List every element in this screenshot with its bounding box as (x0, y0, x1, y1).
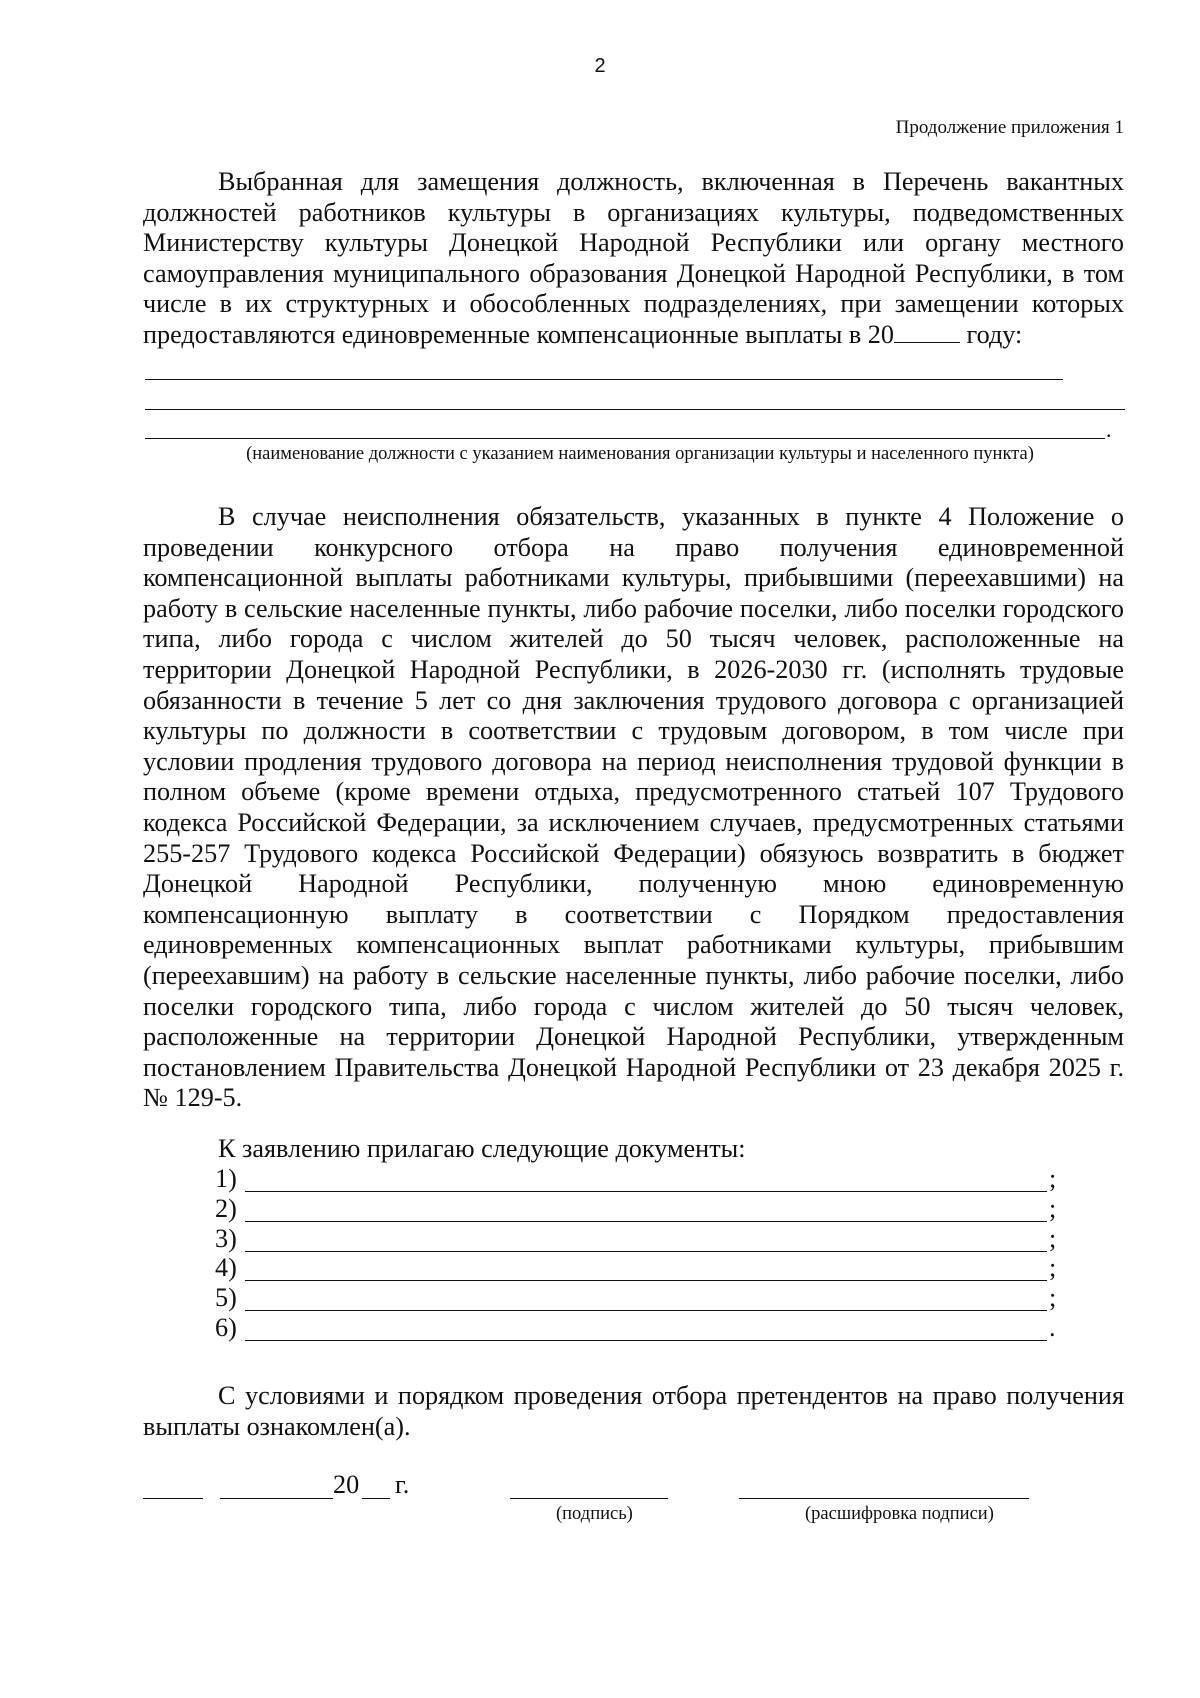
document-item (215, 1224, 1075, 1254)
document-item (215, 1313, 1075, 1343)
signature-blank-field[interactable] (510, 1498, 668, 1499)
position-line-3[interactable] (145, 438, 1105, 439)
obligation-paragraph-text: В случае неисполнения обязательств, указанных в пункте 4 Положение о проведении конкурсного отбора на право получения единовременной компенсационной выплаты работниками культуры, прибывшими (переехавшими) на работу в сельские населенные пункты, либо рабочие поселки, либо поселки городского типа, либо города с числом жителей до 50 тысяч человек, расположенные на территории Донецкой Народной Республики, в 2026-2030 гг. (исполнять трудовые обязанности в течение 5 лет со дня заключения трудового договора с организацией культуры по должности в соответствии с трудовым договором, в том числе при условии продления трудового договора на период неисполнения трудовой функции в полном объеме (кроме времени отдыха, предусмотренного статьей 107 Трудового кодекса Российской Федерации, за исключением случаев, предусмотренных статьями 255-257 Трудового кодекса Российской Федерации) обязуюсь возвратить в бюджет Донецкой Народной Республики, полученную мною единовременную компенсационную выплату в соответствии с Порядком предоставления единовременных компенсационных выплат работниками культуры, прибывшим (переехавшим) на работу в сельские населенные пункты, либо рабочие поселки, либо поселки городского типа, либо города с числом жителей до 50 тысяч человек, расположенные на территории Донецкой Народной Республики, утвержденным постановлением Правительства Донецкой Народной Республики от 23 декабря 2025 г. № 129-5. (143, 502, 1124, 1113)
document-item-number: 2) (215, 1193, 237, 1223)
position-paragraph (143, 167, 1124, 351)
year-suffix: г. (395, 1470, 410, 1499)
position-line-2[interactable] (145, 409, 1125, 410)
position-line-1[interactable] (145, 379, 1063, 380)
acknowledgement-paragraph-text: С условиями и порядком проведения отбора претендентов на право получения выплаты ознакомлен(а). (143, 1381, 1124, 1441)
document-item (215, 1253, 1075, 1283)
document-item-blank-field[interactable] (245, 1310, 1047, 1311)
document-item (215, 1283, 1075, 1313)
year-blank-field[interactable] (894, 320, 960, 343)
signature-caption: (подпись) (556, 1504, 633, 1524)
month-blank-field[interactable] (220, 1498, 333, 1499)
position-caption: (наименование должности с указанием наименования организации культуры и населенного пункта) (246, 444, 1034, 464)
document-item-blank-field[interactable] (245, 1280, 1047, 1281)
position-paragraph-ending: году: (959, 319, 1023, 349)
signature-block (143, 1470, 1124, 1530)
document-item (215, 1164, 1075, 1194)
document-item-terminator: ; (1049, 1253, 1057, 1283)
document-item-blank-field[interactable] (245, 1191, 1047, 1192)
position-line-end-mark: . (1106, 417, 1112, 442)
document-item-number: 3) (215, 1223, 237, 1253)
position-paragraph-text: Выбранная для замещения должность, включенная в Перечень вакантных должностей работников культуры в организациях культуры, подведомственных Министерству культуры Донецкой Народной Республики или органу местного самоуправления муниципального образования Донецкой Народной Республики, в том числе в их структурных и обособленных подразделениях, при замещении которых предоставляются единовременные компенсационные выплаты в 20 (143, 167, 1124, 349)
document-item-number: 1) (215, 1164, 237, 1193)
year-prefix: 20 (333, 1470, 360, 1499)
signature-decoding-blank-field[interactable] (739, 1498, 1029, 1499)
signature-decoding-caption: (расшифровка подписи) (805, 1504, 994, 1524)
document-item-terminator: ; (1049, 1164, 1057, 1193)
document-item-number: 4) (215, 1253, 237, 1283)
document-item-terminator: ; (1049, 1283, 1057, 1313)
year-short-blank-field[interactable] (362, 1498, 390, 1499)
document-item-number: 5) (215, 1283, 237, 1313)
document-item-blank-field[interactable] (245, 1221, 1047, 1222)
document-item-terminator: ; (1049, 1223, 1057, 1253)
day-blank-field[interactable] (143, 1498, 203, 1499)
document-item-blank-field[interactable] (245, 1251, 1047, 1252)
appendix-continuation-label: Продолжение приложения 1 (895, 117, 1124, 138)
documents-title: К заявлению прилагаю следующие документы: (218, 1134, 746, 1163)
page-number: 2 (594, 55, 606, 77)
document-item-number: 6) (215, 1313, 237, 1342)
acknowledgement-paragraph (143, 1381, 1124, 1442)
obligation-paragraph (143, 502, 1124, 1114)
document-item (215, 1194, 1075, 1224)
document-item-terminator: . (1049, 1313, 1056, 1342)
document-item-terminator: ; (1049, 1193, 1057, 1223)
document-item-blank-field[interactable] (245, 1340, 1047, 1341)
